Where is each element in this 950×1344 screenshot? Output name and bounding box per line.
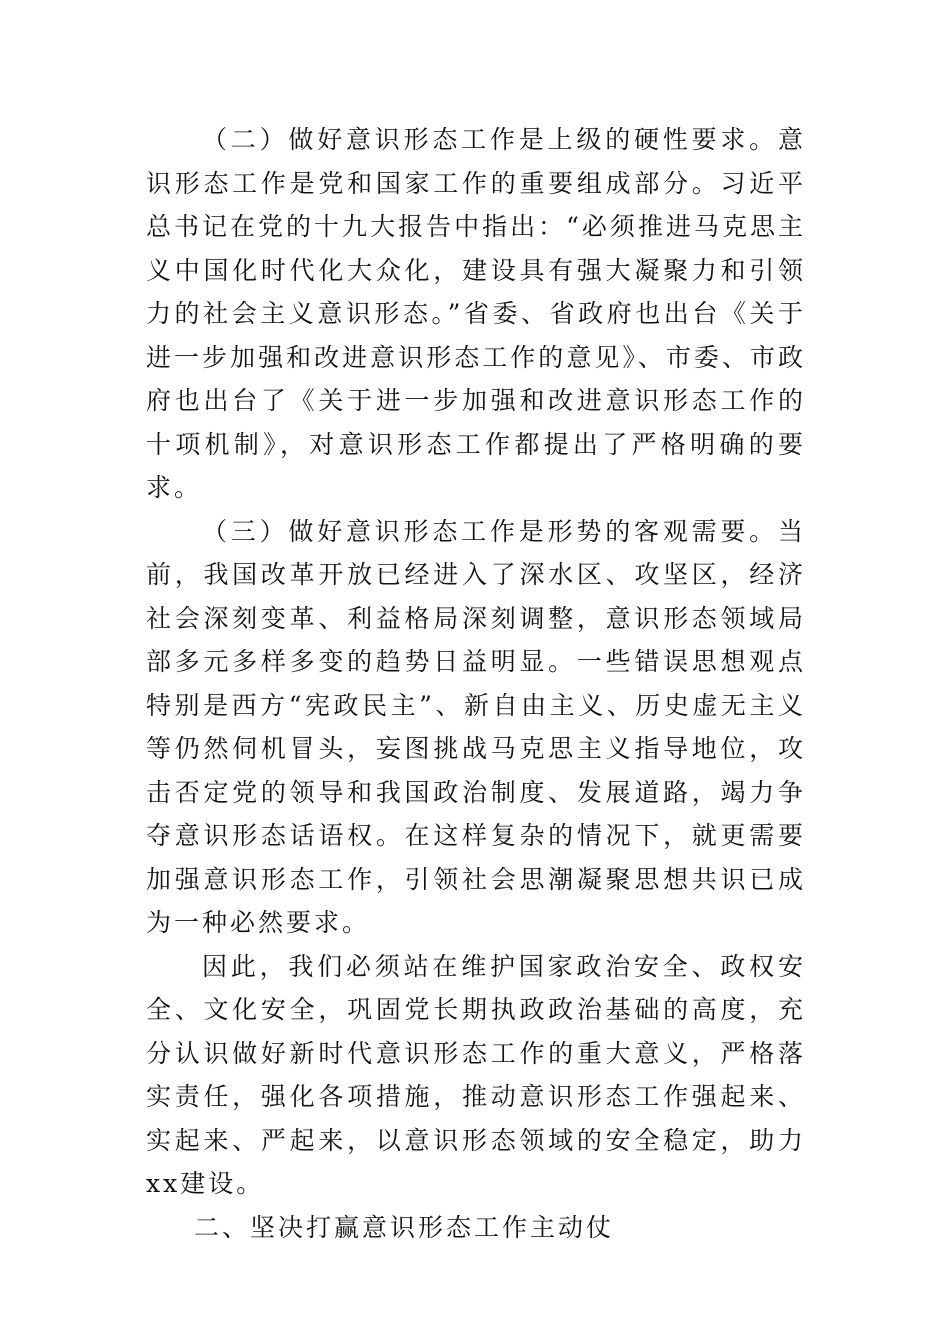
paragraph-objective-need: （三）做好意识形态工作是形势的客观需要。当前，我国改革开放已经进入了深水区、攻坚区，经济社会深刻变革、利益格局深刻调整，意识形态领域局部多元多样多变的趋势日益明显。一些错误思想观点特别是西方“宪政民主”、新自由主义、历史虚无主义等仍然伺机冒头，妄图挑战马克思主义指导地位，攻击否定党的领导和我国政治制度、发展道路，竭力争夺意识形态话语权。在这样复杂的情况下，就更需要加强意识形态工作，引领社会思潮凝聚思想共识已成为一种必然要求。 <box>146 516 806 937</box>
paragraph-conclusion: 因此，我们必须站在维护国家政治安全、政权安全、文化安全，巩固党长期执政政治基础的高度，充分认识做好新时代意识形态工作的重大意义，严格落实责任，强化各项措施，推动意识形态工作强起来、实起来、严起来，以意识形态领域的安全稳定，助力xx建设。 <box>146 951 806 1198</box>
document-body <box>146 118 806 1249</box>
section-heading: 二、坚决打赢意识形态工作主动仗 <box>194 1212 615 1242</box>
paragraph-upper-requirement: （二）做好意识形态工作是上级的硬性要求。意识形态工作是党和国家工作的重要组成部分。习近平总书记在党的十九大报告中指出：“必须推进马克思主义中国化时代化大众化，建设具有强大凝聚力和引领力的社会主义意识形态。”省委、省政府也出台《关于进一步加强和改进意识形态工作的意见》、市委、市政府也出台了《关于进一步加强和改进意识形态工作的十项机制》，对意识形态工作都提出了严格明确的要求。 <box>146 125 806 502</box>
